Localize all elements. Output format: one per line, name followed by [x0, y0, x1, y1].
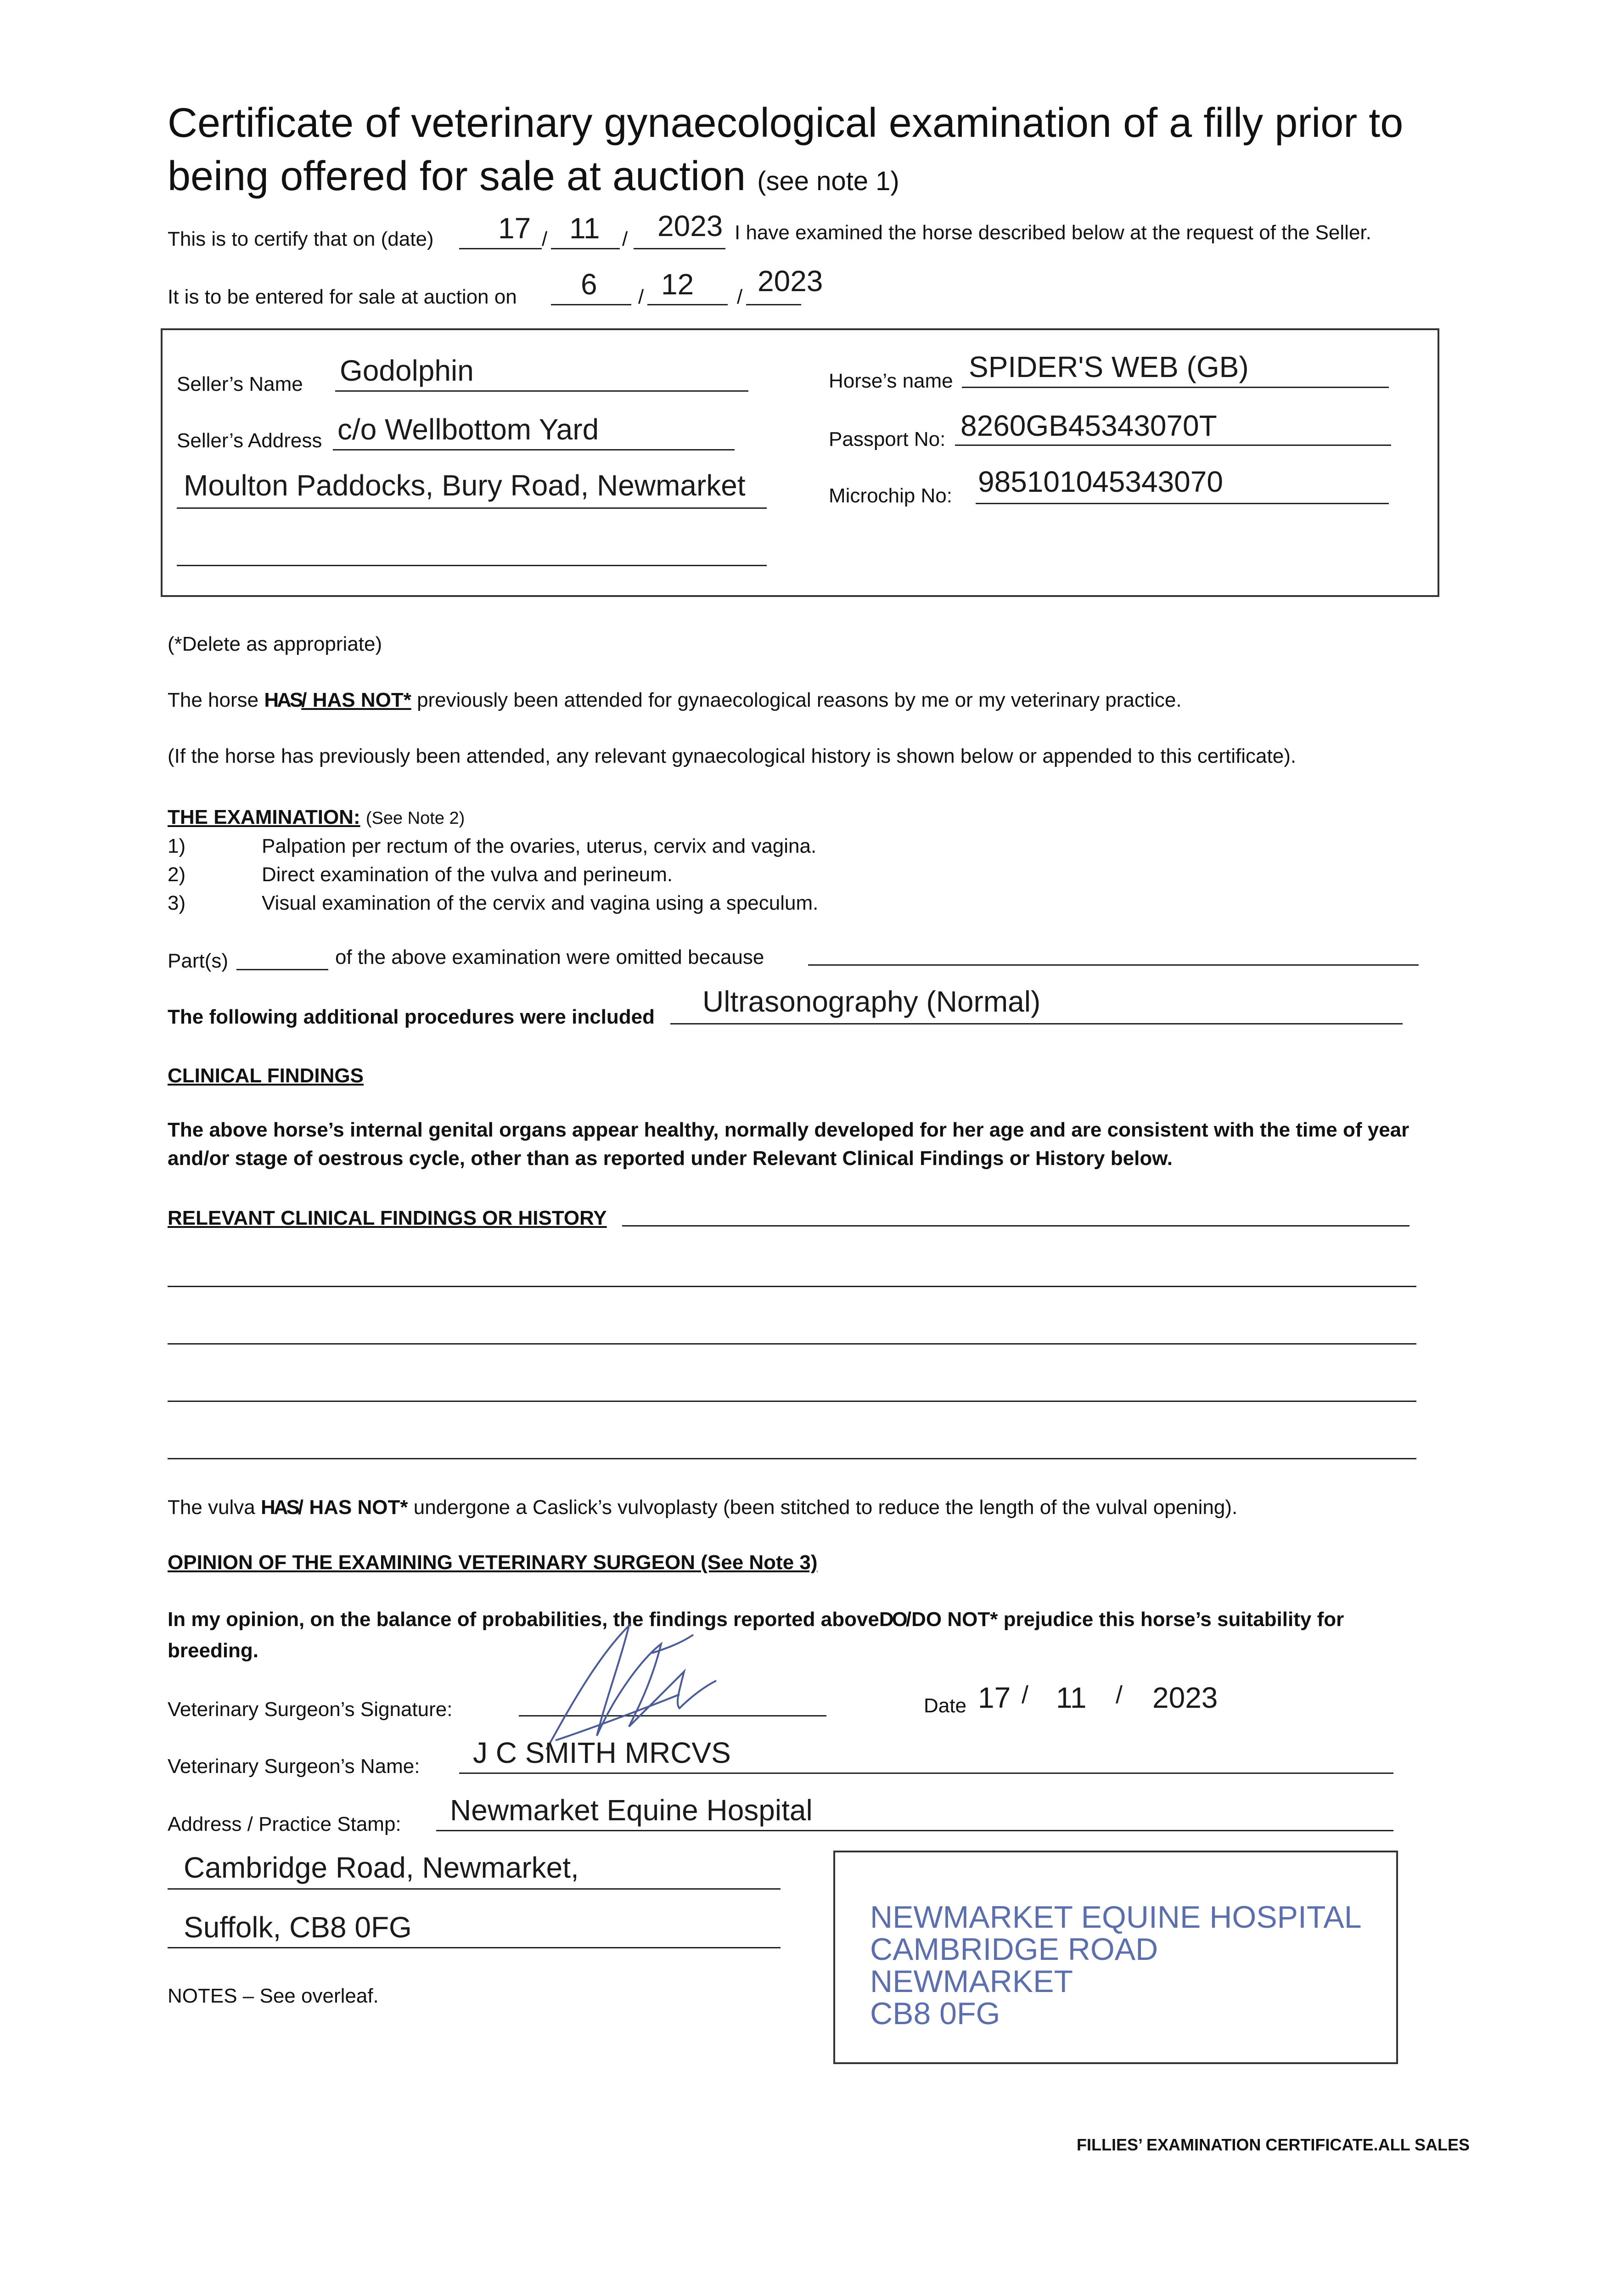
surgeon-name-underline	[459, 1773, 1393, 1774]
auction-month-underline	[647, 304, 728, 305]
attended-suffix: previously been attended for gynaecological reasons by me or my veterinary practice.	[417, 689, 1182, 711]
certificate-title-line1: Certificate of veterinary gynaecological examination of a filly prior to	[168, 100, 1404, 146]
stamp-line1: NEWMARKET EQUINE HOSPITAL	[870, 1900, 1362, 1935]
certify-year-underline	[634, 248, 725, 249]
seller-address-underline2	[177, 507, 767, 509]
seller-address-underline1	[333, 449, 735, 450]
horse-name-value: SPIDER'S WEB (GB)	[969, 350, 1249, 383]
examination-item-num-3: 3)	[168, 892, 186, 914]
additional-label: The following additional procedures were included	[168, 1006, 655, 1028]
relevant-findings-line-0	[622, 1225, 1410, 1227]
seller-address-line1: c/o Wellbottom Yard	[337, 413, 599, 446]
certify-suffix: I have examined the horse described below at the request of the Seller.	[735, 221, 1371, 244]
certificate-title-line2-text: being offered for sale at auction	[168, 153, 746, 199]
surgeon-address-line2: Cambridge Road, Newmarket,	[184, 1851, 579, 1884]
signature-date-sep2: /	[1116, 1681, 1123, 1709]
omitted-reason-underline	[808, 964, 1419, 966]
surgeon-address-line3: Suffolk, CB8 0FG	[184, 1911, 412, 1944]
certificate-title-line2	[168, 150, 899, 208]
opinion-line1-suffix: prejudice this horse’s suitability for	[1003, 1608, 1344, 1631]
examination-item-num-1: 1)	[168, 835, 186, 857]
microchip-label: Microchip No:	[829, 484, 952, 507]
clinical-statement-line1: The above horse’s internal genital organs appear healthy, normally developed for her age and are consistent with the time of year	[168, 1119, 1410, 1141]
surgeon-address-underline3	[168, 1947, 781, 1948]
relevant-findings-heading: RELEVANT CLINICAL FINDINGS OR HISTORY	[168, 1207, 607, 1229]
certify-month-underline	[551, 248, 620, 249]
vulva-prefix: The vulva	[168, 1496, 255, 1519]
surgeon-name-label: Veterinary Surgeon’s Name:	[168, 1755, 420, 1778]
auction-month: 12	[661, 268, 694, 301]
certify-prefix: This is to certify that on (date)	[168, 228, 434, 250]
stamp-line2: CAMBRIDGE ROAD	[870, 1932, 1158, 1967]
auction-prefix: It is to be entered for sale at auction on	[168, 286, 517, 308]
signature-date-label: Date	[924, 1694, 966, 1717]
microchip-value: 985101045343070	[978, 465, 1223, 498]
vulva-choice: / HAS NOT*	[298, 1496, 408, 1519]
signature-date-day: 17	[978, 1681, 1011, 1714]
footer-text: FILLIES’ EXAMINATION CERTIFICATE.ALL SALES	[1077, 2135, 1470, 2154]
examination-item-text-1: Palpation per rectum of the ovaries, uterus, cervix and vagina.	[262, 835, 817, 857]
attended-struck-option: HAS	[264, 689, 302, 711]
certify-sep1: /	[542, 228, 548, 250]
relevant-findings-line-4	[168, 1458, 1416, 1459]
surgeon-address-label: Address / Practice Stamp:	[168, 1813, 401, 1835]
examination-item-text-2: Direct examination of the vulva and perineum.	[262, 863, 673, 886]
signature-label: Veterinary Surgeon’s Signature:	[168, 1698, 453, 1721]
history-note: (If the horse has previously been attended, any relevant gynaecological history is shown below or appended to this certificate).	[168, 745, 1297, 767]
seller-address-underline3	[177, 565, 767, 566]
relevant-findings-line-1	[168, 1286, 1416, 1287]
attended-statement	[168, 689, 1182, 712]
examination-item-text-3: Visual examination of the cervix and vagina using a speculum.	[262, 892, 819, 914]
certify-month: 11	[569, 212, 600, 245]
opinion-choice: /DO NOT*	[905, 1608, 998, 1631]
surgeon-name-value: J C SMITH MRCVS	[473, 1736, 731, 1769]
surgeon-address-line1: Newmarket Equine Hospital	[450, 1794, 813, 1827]
seller-name-label: Seller’s Name	[177, 373, 303, 395]
certify-year: 2023	[657, 209, 723, 242]
passport-label: Passport No:	[829, 428, 946, 450]
certify-day-underline	[459, 248, 542, 249]
vulva-suffix: undergone a Caslick’s vulvoplasty (been stitched to reduce the length of the vulval opening).	[413, 1496, 1238, 1519]
opinion-struck-option: DO	[879, 1608, 906, 1631]
examination-item-num-2: 2)	[168, 863, 186, 886]
auction-sep2: /	[737, 286, 743, 308]
omitted-parts-underline	[236, 969, 328, 970]
passport-underline	[955, 445, 1391, 446]
opinion-heading: OPINION OF THE EXAMINING VETERINARY SURGEON (See Note 3)	[168, 1551, 818, 1574]
examination-heading-note: (See Note 2)	[365, 809, 465, 828]
signature-date-year: 2023	[1152, 1681, 1218, 1714]
certificate-title-note: (see note 1)	[757, 166, 899, 196]
passport-value: 8260GB45343070T	[960, 409, 1217, 442]
clinical-findings-heading: CLINICAL FINDINGS	[168, 1064, 364, 1087]
seller-address-label: Seller’s Address	[177, 429, 322, 452]
stamp-line3: NEWMARKET	[870, 1964, 1073, 1999]
opinion-line2: breeding.	[168, 1639, 259, 1662]
stamp-line4: CB8 0FG	[870, 1996, 1000, 2031]
clinical-statement-line2: and/or stage of oestrous cycle, other than as reported under Relevant Clinical Findings or History below.	[168, 1147, 1173, 1170]
notes-text: NOTES – See overleaf.	[168, 1985, 379, 2007]
examination-heading: THE EXAMINATION:	[168, 806, 360, 828]
auction-day-underline	[551, 304, 631, 305]
microchip-underline	[976, 503, 1389, 504]
horse-name-underline	[962, 387, 1389, 388]
delete-note: (*Delete as appropriate)	[168, 633, 382, 655]
certify-sep2: /	[622, 228, 628, 250]
horse-name-label: Horse’s name	[829, 370, 953, 392]
vulva-statement	[168, 1496, 1237, 1519]
additional-value: Ultrasonography (Normal)	[702, 985, 1041, 1018]
additional-underline	[670, 1023, 1403, 1024]
certify-day: 17	[498, 212, 531, 245]
relevant-findings-line-2	[168, 1343, 1416, 1345]
opinion-line1-prefix: In my opinion, on the balance of probabilities, the findings reported above	[168, 1608, 879, 1631]
omitted-prefix: Part(s)	[168, 950, 228, 972]
signature-date-month: 11	[1056, 1681, 1087, 1714]
examination-heading-row	[168, 806, 465, 829]
seller-name-underline	[335, 390, 748, 392]
auction-sep1: /	[638, 286, 644, 308]
auction-year: 2023	[758, 264, 823, 298]
auction-day: 6	[581, 268, 597, 301]
auction-year-underline	[746, 304, 801, 305]
signature-scribble	[528, 1616, 721, 1754]
omitted-middle: of the above examination were omitted because	[335, 946, 764, 968]
surgeon-address-underline2	[168, 1888, 781, 1890]
relevant-findings-line-3	[168, 1401, 1416, 1402]
seller-address-line2: Moulton Paddocks, Bury Road, Newmarket	[184, 469, 746, 502]
seller-name-value: Godolphin	[340, 354, 474, 387]
vulva-struck-option: HAS	[261, 1496, 298, 1519]
surgeon-address-underline1	[436, 1830, 1393, 1831]
signature-date-sep1: /	[1022, 1681, 1029, 1709]
opinion-line1	[168, 1608, 1344, 1631]
attended-choice: / HAS NOT*	[301, 689, 411, 711]
attended-prefix: The horse	[168, 689, 259, 711]
